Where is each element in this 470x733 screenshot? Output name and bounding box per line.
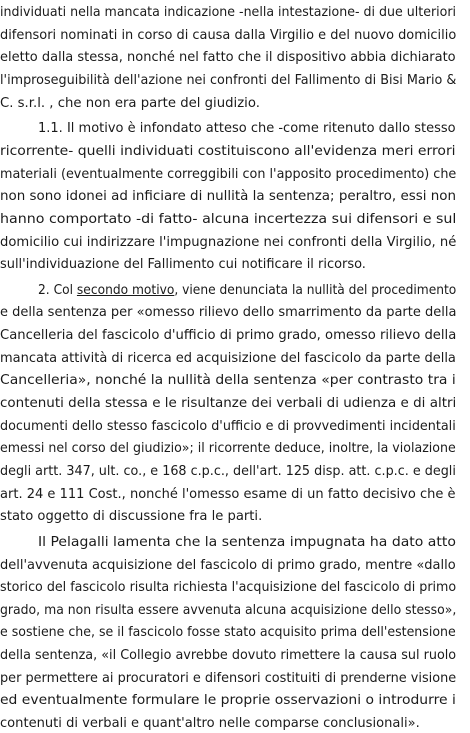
text-line: ed eventualmente formulare le proprie osservazioni o introdurre i	[0, 692, 456, 709]
text-line: mancata attività di ricerca ed acquisizione del fascicolo da parte della	[0, 349, 456, 366]
text-line: C. s.r.l. , che non era parte del giudizio.	[0, 94, 260, 111]
text-line: degli artt. 347, ult. co., e 168 c.p.c., dell'art. 125 disp. att. c.p.c. e degli	[0, 462, 456, 479]
text-line: e della sentenza per «omesso rilievo dello smarrimento da parte della	[0, 304, 457, 321]
text-line: e sostiene che, se il fascicolo fosse stato acquisito prima dell'estensione	[0, 624, 456, 641]
text-line: Cancelleria», nonché la nullità della sentenza «per contrasto tra i	[0, 372, 456, 389]
text-line: art. 24 e 111 Cost., nonché l'omesso esame di un fatto decisivo che è	[0, 485, 456, 502]
text-line: storico del fascicolo risulta richiesta l'acquisizione del fascicolo di primo	[0, 579, 457, 596]
text-line: sull'individuazione del Fallimento cui notificare il ricorso.	[0, 256, 366, 273]
text-line: domicilio cui indirizzare l'impugnazione nei confronti della Virgilio, né	[0, 233, 457, 250]
text-line: 1.1. Il motivo è infondato atteso che -come ritenuto dallo stesso	[38, 120, 456, 137]
text-line: ricorrente- quelli individuati costituiscono all'evidenza meri errori	[0, 142, 456, 159]
text-line: Il Pelagalli lamenta che la sentenza impugnata ha dato atto	[38, 533, 456, 550]
text-line: documenti dello stesso fascicolo d'ufficio e di provvedimenti incidentali	[0, 417, 456, 434]
line-text: 2. Col	[38, 281, 77, 298]
text-line: eletto dalla stessa, nonché nel fatto che il dispositivo abbia dichiarato	[0, 49, 456, 66]
text-line: individuati nella mancata indicazione -nella intestazione- di due ulteriori	[0, 4, 457, 20]
text-line: della sentenza, «il Collegio avrebbe dovuto rimettere la causa sul ruolo	[0, 647, 457, 664]
text-line: l'improseguibilità dell'azione nei confronti del Fallimento di Bisi Mario &	[0, 71, 457, 88]
text-line: stato oggetto di discussione fra le parti.	[0, 508, 263, 525]
text-line: contenuti della stessa e le risultanze dei verbali di udienza e di altri	[0, 395, 457, 411]
text-line: hanno comportato -di fatto- alcuna incertezza sui difensori e sul	[0, 210, 457, 227]
text-line: contenuti di verbali e quant'altro nelle comparse conclusionali».	[0, 715, 420, 731]
text-line: dell'avvenuta acquisizione del fascicolo di primo grado, mentre «dallo	[0, 556, 456, 573]
underlined-phrase: secondo motivo	[76, 281, 175, 298]
text-line: difensori nominati in corso di causa dalla Virgilio e del nuovo domicilio	[0, 26, 457, 43]
text-line: Cancelleria del fascicolo d'ufficio di primo grado, omesso rilievo della	[0, 327, 457, 343]
line-text: , viene denunciata la nullità del procedimento	[174, 281, 457, 298]
text-line: non sono idonei ad inficiare di nullità la sentenza; peraltro, essi non	[0, 188, 457, 205]
text-line: grado, ma non risulta essere avvenuta alcuna acquisizione dello stesso»,	[0, 601, 457, 618]
text-line	[38, 280, 456, 300]
text-line: emessi nel corso del giudizio»; il ricorrente deduce, inoltre, la violazione	[0, 440, 456, 457]
text-line: per permettere ai procuratori e difensori costituiti di prenderne visione	[0, 669, 457, 686]
text-line: materiali (eventualmente correggibili con l'apposito procedimento) che	[0, 165, 457, 182]
